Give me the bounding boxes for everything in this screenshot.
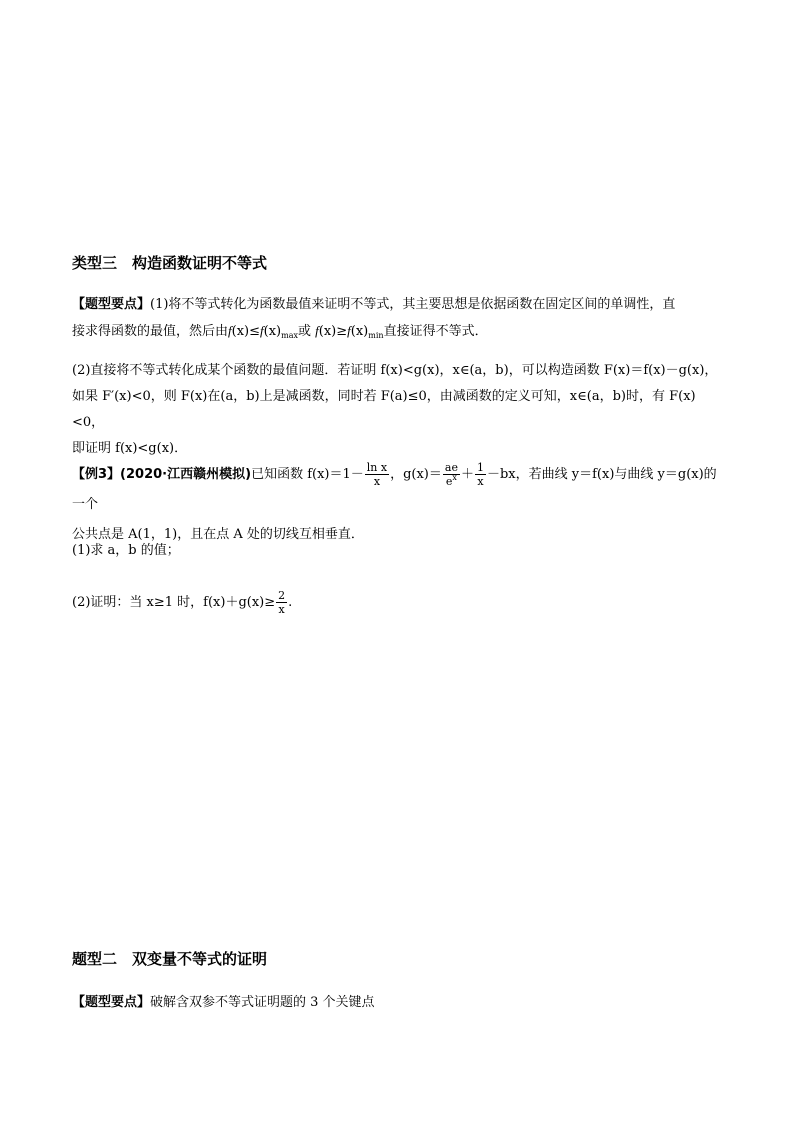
math-x3: (x)≥ [318, 324, 348, 339]
tip-p1-line2c: 直接证得不等式． [383, 324, 488, 339]
fraction-numerator: 1 [476, 461, 484, 474]
tip-p2-line2: 如果 F′(x)<0，则 F(x)在(a，b)上是减函数，同时若 F(a)≤0，由减函数的定义可知，x∈(a，b)时，有 F(x)<0， [72, 389, 696, 430]
tip-p1-line2a: 接求得函数的最值，然后由 [72, 324, 229, 339]
word-or: 或 [298, 324, 312, 339]
example-3 [72, 460, 724, 550]
plus-sign: ＋ [460, 467, 474, 482]
fraction-2-over-x [276, 590, 287, 615]
tip-section-2-text: 破解含双参不等式证明题的 3 个关键点 [150, 995, 375, 1010]
math-x2: (x) [263, 324, 282, 339]
math-f: f [347, 323, 351, 338]
example-text-1: 已知函数 [251, 467, 308, 482]
example-text-3: －bx，若曲线 y＝f(x)与曲线 y＝g(x)的一个 [72, 467, 717, 512]
example-text-2: ，g(x)＝ [390, 467, 442, 482]
tip-p2-line3: 即证明 f(x)<g(x)． [72, 441, 188, 456]
math-x4: (x) [350, 324, 369, 339]
question-1: (1)求 a，b 的值； [72, 543, 180, 558]
tip-tag: 【题型要点】 [72, 297, 151, 312]
tip-tag: 【题型要点】 [72, 995, 151, 1010]
fraction-numerator: ln x [366, 461, 388, 474]
fraction-denominator [443, 475, 460, 487]
section-title-3: 类型三 构造函数证明不等式 [72, 254, 268, 272]
base-e: e [445, 475, 453, 488]
example-fx: f(x)＝1－ [307, 467, 364, 482]
question-2 [72, 588, 724, 618]
example-line-2: 公共点是 A(1，1)，且在点 A 处的切线互相垂直． [72, 527, 364, 542]
tip-p1-line1: (1)将不等式转化为函数最值来证明不等式，其主要思想是依据函数在固定区间的单调性，直 [150, 297, 676, 312]
math-x1: (x)≤ [231, 324, 261, 339]
subscript-min: min [368, 331, 384, 340]
subscript-max: max [281, 331, 298, 340]
fraction-numerator: ae [444, 461, 458, 474]
question-2-end: . [288, 595, 293, 610]
example-source: (2020·江西赣州模拟) [120, 467, 252, 482]
fraction-denominator: x [373, 475, 381, 488]
fraction-denominator: x [477, 475, 484, 488]
section-title-2: 题型二 双变量不等式的证明 [72, 950, 268, 968]
fraction-1-over-x [475, 462, 486, 487]
question-2-text: (2)证明：当 x≥1 时，f(x)＋g(x)≥ [72, 595, 276, 610]
tip-paragraph-2 [72, 358, 724, 462]
fraction-lnx-over-x [365, 462, 389, 487]
math-f: f [260, 323, 264, 338]
fraction-ae-over-ex [443, 462, 460, 487]
fraction-denominator: x [278, 603, 285, 616]
tip-section-2 [72, 990, 724, 1016]
tip-p2-line1: (2)直接将不等式转化成某个函数的最值问题．若证明 f(x)<g(x)，x∈(a，b)，可以构造函数 F(x)＝f(x)－g(x)， [72, 363, 718, 378]
fraction-numerator: 2 [278, 589, 286, 602]
tip-paragraph-1 [72, 292, 724, 345]
example-tag: 【例3】 [72, 467, 121, 482]
math-f: f [228, 323, 232, 338]
math-f: f [315, 323, 319, 338]
exponent-x: x [452, 473, 457, 482]
